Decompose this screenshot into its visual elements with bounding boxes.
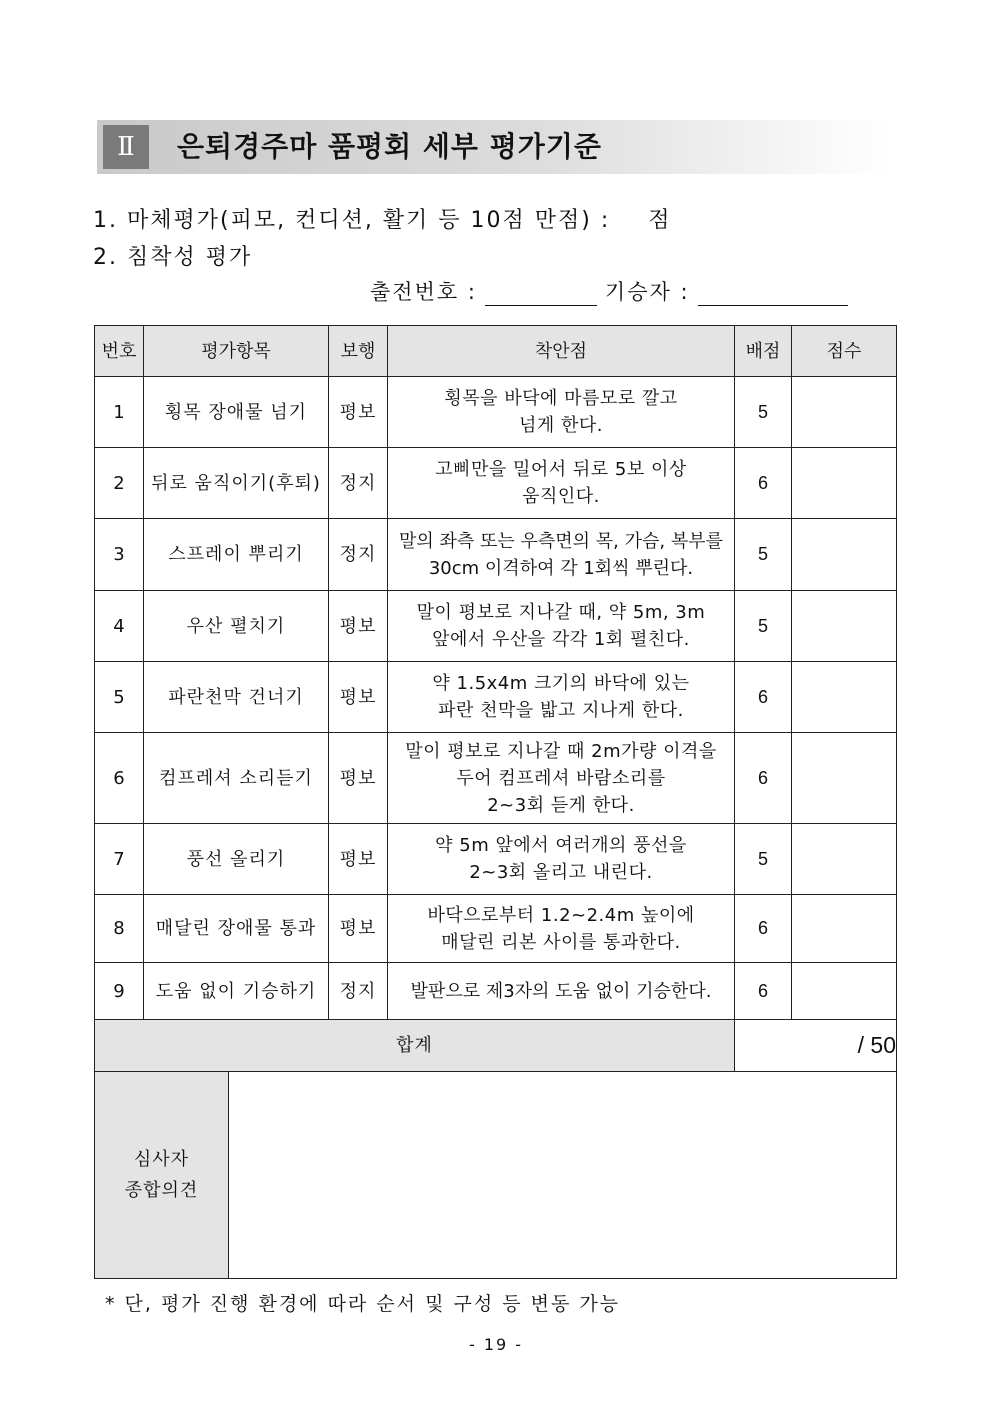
- evaluation-table: [94, 325, 897, 1072]
- row-item: 횡목 장애물 넘기: [144, 377, 329, 448]
- table-row: [95, 662, 897, 733]
- table-row: [95, 377, 897, 448]
- row-description-line: 2~3회 듣게 한다.: [487, 794, 635, 816]
- row-description-line: 매달린 리본 사이를 통과한다.: [441, 931, 681, 953]
- row-description: [388, 895, 735, 963]
- row-description-line: 앞에서 우산을 각각 1회 펼친다.: [432, 629, 690, 650]
- opinion-label: [95, 1072, 229, 1279]
- row-description-line: 말이 평보로 지나갈 때 2m가량 이격을: [405, 740, 717, 762]
- row-points: 6: [735, 963, 792, 1020]
- row-description-line: 약 5m 앞에서 여러개의 풍선을: [435, 835, 687, 856]
- entry-number-field[interactable]: [485, 283, 597, 306]
- row-description: [388, 733, 735, 824]
- opinion-label-line: 심사자: [133, 1149, 190, 1170]
- row-item: 우산 펼치기: [144, 591, 329, 662]
- header-number: 번호: [95, 326, 144, 377]
- row-description-line: 발판으로 제3자의 도움 없이 기승한다.: [410, 980, 712, 1002]
- total-label: 합계: [95, 1020, 735, 1072]
- row-points: 5: [735, 824, 792, 895]
- row-description: [388, 591, 735, 662]
- table-row: [95, 448, 897, 519]
- row-score-input[interactable]: [792, 662, 897, 733]
- row-item: 매달린 장애물 통과: [144, 895, 329, 963]
- table-header-row: [95, 326, 897, 377]
- total-row: [95, 1020, 897, 1072]
- row-score-input[interactable]: [792, 519, 897, 591]
- row-gait: 정지: [329, 963, 388, 1020]
- row-description-line: 바닥으로부터 1.2~2.4m 높이에: [427, 904, 695, 926]
- row-description-line: 고삐만을 밀어서 뒤로 5보 이상: [435, 459, 687, 480]
- row-number: 8: [95, 895, 144, 963]
- row-gait: 평보: [329, 662, 388, 733]
- row-points: 5: [735, 377, 792, 448]
- table-row: [95, 963, 897, 1020]
- row-number: 5: [95, 662, 144, 733]
- row-points: 6: [735, 662, 792, 733]
- row-score-input[interactable]: [792, 895, 897, 963]
- row-description-line: 말의 좌측 또는 우측면의 목, 가슴, 복부를: [399, 530, 723, 552]
- row-score-input[interactable]: [792, 591, 897, 662]
- opinion-row: [95, 1072, 897, 1279]
- table-row: [95, 895, 897, 963]
- opinion-table: [94, 1071, 897, 1279]
- row-description: [388, 662, 735, 733]
- row-gait: 평보: [329, 824, 388, 895]
- row-number: 4: [95, 591, 144, 662]
- row-description-line: 두어 컴프레셔 바람소리를: [456, 767, 666, 789]
- row-number: 1: [95, 377, 144, 448]
- row-points: 6: [735, 895, 792, 963]
- header-focus: 착안점: [388, 326, 735, 377]
- row-description: [388, 963, 735, 1020]
- row-number: 2: [95, 448, 144, 519]
- row-item: 스프레이 뿌리기: [144, 519, 329, 591]
- entry-number-label: 출전번호 :: [370, 280, 477, 304]
- row-description-line: 약 1.5x4m 크기의 바닥에 있는: [432, 673, 690, 694]
- header-score: 점수: [792, 326, 897, 377]
- header-item: 평가항목: [144, 326, 329, 377]
- row-number: 7: [95, 824, 144, 895]
- row-gait: 정지: [329, 519, 388, 591]
- table-row: [95, 591, 897, 662]
- row-points: 5: [735, 519, 792, 591]
- rider-field[interactable]: [698, 283, 848, 306]
- table-row: [95, 824, 897, 895]
- row-description-line: 2~3회 올리고 내린다.: [469, 862, 653, 883]
- row-gait: 평보: [329, 895, 388, 963]
- row-gait: 평보: [329, 733, 388, 824]
- row-gait: 평보: [329, 377, 388, 448]
- body-evaluation-line: [93, 203, 672, 234]
- row-score-input[interactable]: [792, 824, 897, 895]
- total-value: / 50: [735, 1020, 897, 1072]
- row-item: 도움 없이 기승하기: [144, 963, 329, 1020]
- row-score-input[interactable]: [792, 377, 897, 448]
- body-evaluation-text: 1. 마체평가(피모, 컨디션, 활기 등 10점 만점) :: [93, 208, 611, 233]
- section-title: 은퇴경주마 품평회 세부 평가기준: [177, 130, 602, 163]
- row-number: 9: [95, 963, 144, 1020]
- row-item: 뒤로 움직이기(후퇴): [144, 448, 329, 519]
- header-gait: 보행: [329, 326, 388, 377]
- footnote: * 단, 평가 진행 환경에 따라 순서 및 구성 등 변동 가능: [105, 1293, 621, 1315]
- row-item: 컴프레셔 소리듣기: [144, 733, 329, 824]
- row-description-line: 넘게 한다.: [519, 415, 603, 436]
- row-item: 파란천막 건너기: [144, 662, 329, 733]
- row-description: [388, 519, 735, 591]
- calmness-evaluation-title: 2. 침착성 평가: [93, 245, 253, 270]
- section-header: [97, 120, 889, 174]
- row-score-input[interactable]: [792, 963, 897, 1020]
- entry-info-row: [370, 276, 848, 306]
- row-description-line: 움직인다.: [522, 486, 600, 507]
- row-item: 풍선 올리기: [144, 824, 329, 895]
- row-description: [388, 824, 735, 895]
- row-description-line: 파란 천막을 밟고 지나게 한다.: [438, 700, 684, 721]
- row-points: 5: [735, 591, 792, 662]
- row-points: 6: [735, 733, 792, 824]
- page-number: - 19 -: [468, 1335, 524, 1354]
- row-gait: 평보: [329, 591, 388, 662]
- opinion-input-area[interactable]: [229, 1072, 897, 1279]
- row-description-line: 횡목을 바닥에 마름모로 깔고: [444, 388, 678, 409]
- row-description-line: 30cm 이격하여 각 1회씩 뿌린다.: [428, 557, 694, 579]
- row-number: 3: [95, 519, 144, 591]
- section-number: Ⅱ: [103, 125, 149, 169]
- row-points: 6: [735, 448, 792, 519]
- row-number: 6: [95, 733, 144, 824]
- opinion-label-line: 종합의견: [124, 1180, 199, 1201]
- row-description-line: 말이 평보로 지나갈 때, 약 5m, 3m: [416, 602, 706, 623]
- row-score-input[interactable]: [792, 448, 897, 519]
- row-score-input[interactable]: [792, 733, 897, 824]
- table-row: [95, 519, 897, 591]
- table-row: [95, 733, 897, 824]
- header-points: 배점: [735, 326, 792, 377]
- rider-label: 기승자 :: [604, 280, 690, 304]
- row-gait: 정지: [329, 448, 388, 519]
- row-description: [388, 377, 735, 448]
- row-description: [388, 448, 735, 519]
- body-evaluation-points-unit: 점: [648, 208, 672, 233]
